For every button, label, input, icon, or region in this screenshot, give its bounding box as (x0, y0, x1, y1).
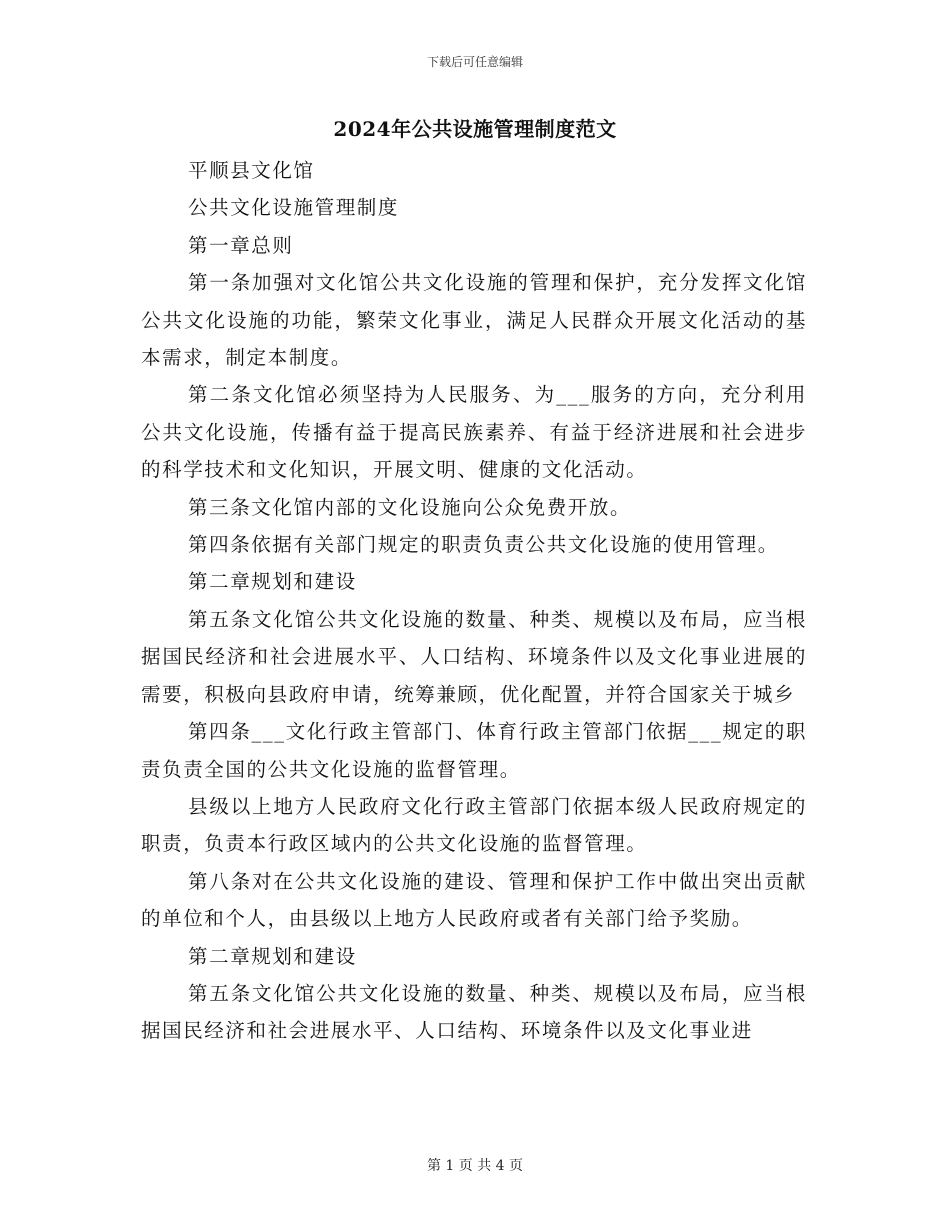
article-paragraph: 第三条文化馆内部的文化设施向公众免费开放。 (188, 495, 632, 519)
article-paragraph: 第八条对在公共文化设施的建设、管理和保护工作中做出突出贡献的单位和个人，由县级以上地方人民政府或者有关部门给予奖励。 (141, 869, 807, 931)
document-title: 2024年公共设施管理制度范文 (333, 117, 617, 141)
chapter-heading: 第二章规划和建设 (188, 944, 357, 968)
article-paragraph: 第五条文化馆公共文化设施的数量、种类、规模以及布局，应当根据国民经济和社会进展水平、人口结构、环境条件以及文化事业进展的需要，积极向县政府申请，统筹兼顾，优化配置，并符合国家关于城乡 (141, 607, 807, 706)
page-number-footer: 第 1 页 共 4 页 (426, 1158, 524, 1174)
article-paragraph: 第一条加强对文化馆公共文化设施的管理和保护，充分发挥文化馆公共文化设施的功能，繁荣文化事业，满足人民群众开展文化活动的基本需求，制定本制度。 (141, 271, 807, 370)
article-paragraph: 第四条___文化行政主管部门、体育行政主管部门依据___规定的职责负责全国的公共文化设施的监督管理。 (141, 720, 807, 781)
article-paragraph: 第五条文化馆公共文化设施的数量、种类、规模以及布局，应当根据国民经济和社会进展水平、人口结构、环境条件以及文化事业进 (141, 981, 807, 1043)
article-paragraph: 第二条文化馆必须坚持为人民服务、为___服务的方向，充分利用公共文化设施，传播有益于提高民族素养、有益于经济进展和社会进步的科学技术和文化知识，开展文明、健康的文化活动。 (141, 383, 807, 482)
chapter-heading: 第一章总则 (188, 233, 294, 257)
article-paragraph: 县级以上地方人民政府文化行政主管部门依据本级人民政府规定的职责，负责本行政区域内的公共文化设施的监督管理。 (141, 794, 807, 856)
document-body (141, 152, 807, 1050)
article-paragraph: 第四条依据有关部门规定的职责负责公共文化设施的使用管理。 (188, 533, 779, 557)
paragraph-regulation-name: 公共文化设施管理制度 (188, 196, 400, 220)
page-header-note: 下载后可任意编辑 (426, 55, 523, 69)
paragraph-unit-name: 平顺县文化馆 (188, 159, 315, 182)
chapter-heading: 第二章规划和建设 (188, 570, 357, 594)
